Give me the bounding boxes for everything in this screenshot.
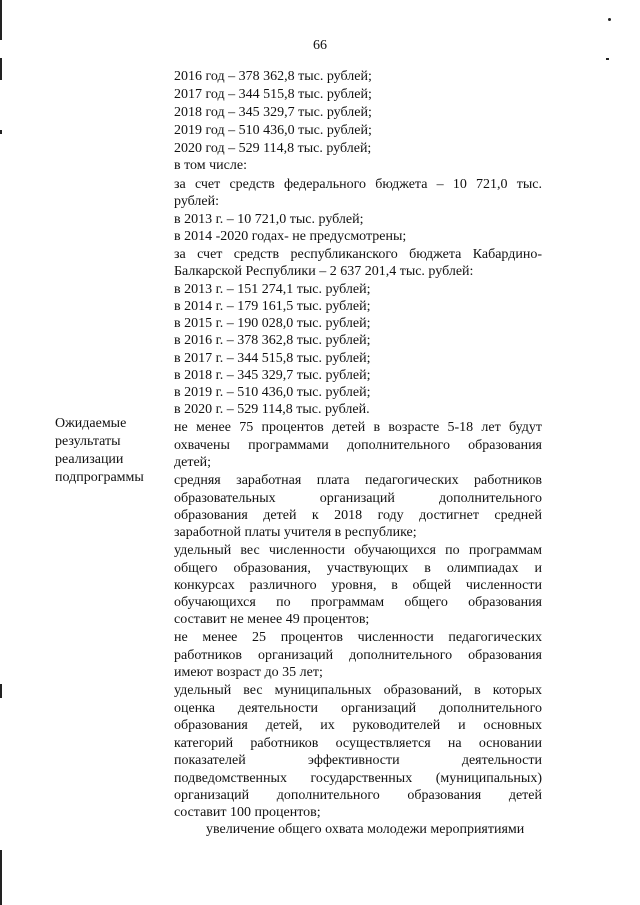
financing-line: в 2013 г. – 10 721,0 тыс. рублей; <box>174 212 364 227</box>
results-line: составит не менее 49 процентов; <box>174 612 370 627</box>
results-label <box>55 415 144 487</box>
results-line: удельный вес численности обучающихся по программам <box>174 543 542 558</box>
financing-line: 2016 год – 378 362,8 тыс. рублей; <box>174 69 372 84</box>
results-line: организаций дополнительного образования детей <box>174 788 542 803</box>
results-line: общего образования, участвующих в олимпиадах и <box>174 561 542 576</box>
scan-dot <box>606 58 609 60</box>
results-line: не менее 25 процентов численности педагогических <box>174 630 542 645</box>
results-label-line: результаты <box>55 434 121 449</box>
financing-line: 2019 год – 510 436,0 тыс. рублей; <box>174 123 372 138</box>
financing-line: в 2013 г. – 151 274,1 тыс. рублей; <box>174 282 371 297</box>
results-line: обучающихся по программам общего образования <box>174 595 542 610</box>
results-line: заработной платы учителя в республике; <box>174 525 417 540</box>
scan-edge-mark <box>0 0 2 40</box>
financing-line: за счет средств республиканского бюджета Кабардино- <box>174 247 542 262</box>
results-line: образования детей к 2018 году достигнет средней <box>174 508 542 523</box>
results-line: детей; <box>174 455 212 470</box>
results-line: образовательных организаций дополнительного <box>174 491 542 506</box>
financing-line: за счет средств федерального бюджета – 10 721,0 тыс. <box>174 177 542 192</box>
scan-edge-mark <box>0 684 2 698</box>
results-line: увеличение общего охвата молодежи мероприятиями <box>206 822 525 837</box>
results-line: оценка деятельности организаций дополнительного <box>174 701 542 716</box>
page-number: 66 <box>313 38 327 53</box>
scan-dot <box>608 18 611 21</box>
results-line: средняя заработная плата педагогических работников <box>174 473 542 488</box>
financing-line: в 2017 г. – 344 515,8 тыс. рублей; <box>174 351 371 366</box>
results-line: составит 100 процентов; <box>174 805 321 820</box>
results-label-line: реализации <box>55 452 124 467</box>
results-line: имеют возраст до 35 лет; <box>174 665 323 680</box>
financing-line: в том числе: <box>174 158 247 173</box>
financing-line: в 2018 г. – 345 329,7 тыс. рублей; <box>174 368 371 383</box>
results-line: работников организаций дополнительного образования <box>174 648 542 663</box>
results-line: категорий работников осуществляется на основании <box>174 736 542 751</box>
results-line: не менее 75 процентов детей в возрасте 5-18 лет будут <box>174 420 542 435</box>
financing-line: рублей: <box>174 194 219 209</box>
results-line: образования детей, их руководителей и основных <box>174 718 542 733</box>
results-line: конкурсах различного уровня, в общей численности <box>174 578 542 593</box>
financing-line: в 2014 г. – 179 161,5 тыс. рублей; <box>174 299 371 314</box>
results-line: показателей эффективности деятельности <box>174 753 542 768</box>
results-line: удельный вес муниципальных образований, в которых <box>174 683 542 698</box>
financing-line: 2020 год – 529 114,8 тыс. рублей; <box>174 141 372 156</box>
results-label-line: Ожидаемые <box>55 416 127 431</box>
financing-line: в 2019 г. – 510 436,0 тыс. рублей; <box>174 385 371 400</box>
results-line: охвачены программами дополнительного образования <box>174 438 542 453</box>
financing-line: в 2020 г. – 529 114,8 тыс. рублей. <box>174 402 370 417</box>
scan-edge-mark <box>0 130 2 134</box>
results-label-line: подпрограммы <box>55 470 144 485</box>
financing-line: 2017 год – 344 515,8 тыс. рублей; <box>174 87 372 102</box>
financing-line: в 2014 -2020 годах- не предусмотрены; <box>174 229 407 244</box>
financing-line: Балкарской Республики – 2 637 201,4 тыс. рублей: <box>174 264 474 279</box>
financing-line: в 2015 г. – 190 028,0 тыс. рублей; <box>174 316 371 331</box>
financing-line: 2018 год – 345 329,7 тыс. рублей; <box>174 105 372 120</box>
scan-edge-mark <box>0 850 2 905</box>
financing-line: в 2016 г. – 378 362,8 тыс. рублей; <box>174 333 371 348</box>
scan-edge-mark <box>0 58 2 80</box>
results-line: подведомственных государственных (муниципальных) <box>174 771 542 786</box>
